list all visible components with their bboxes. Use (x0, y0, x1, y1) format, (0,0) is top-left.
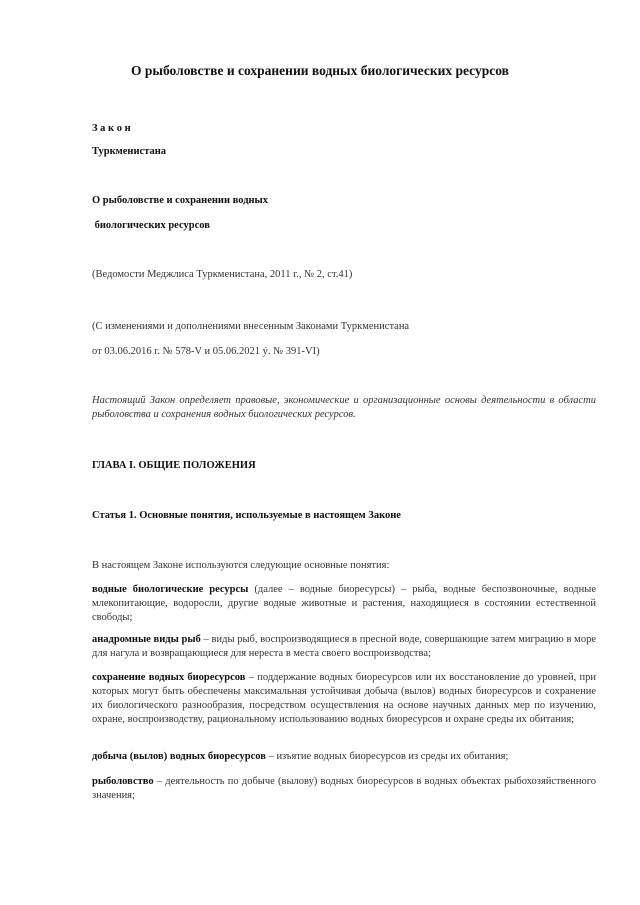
definition-text: – изъятие водных биоресурсов из среды их обитания; (265, 751, 509, 762)
document-title: О рыболовстве и сохранении водных биологических ресурсов (131, 63, 509, 78)
preamble: Настоящий Закон определяет правовые, экономические и организационные основы деятельности в области рыболовства и сохранения водных биологических ресурсов. (92, 395, 596, 420)
chapter-heading: ГЛАВА I. ОБЩИЕ ПОЛОЖЕНИЯ (92, 460, 256, 471)
definition-item (92, 750, 596, 764)
subtitle-line-2: биологических ресурсов (92, 220, 210, 231)
definition-item (92, 633, 596, 661)
subtitle-line-1: О рыболовстве и сохранении водных (92, 195, 269, 206)
definition-text: – поддержание водных биоресурсов или их восстановление до уровней, при которых могут быть обеспечены максимальная устойчивая добыча (вылов) водных биоресурсов и сохранение их биологического разнообразия, посредством осуществления на основе научных данных мер по изучению, охране, воспроизводству, рациональному использованию водных биоресурсов и охране среды их обитания; (92, 672, 596, 725)
definition-item (92, 775, 596, 803)
definition-term: рыболовство (92, 776, 154, 787)
definition-term: анадромные виды рыб (92, 634, 201, 645)
definition-text: (далее – водные биоресурсы) – рыба, водные беспозвоночные, водные млекопитающие, водоросли, другие водные животные и растения, находящиеся в состоянии естественной свободы; (92, 584, 596, 623)
law-label: З а к о н (92, 123, 131, 134)
definition-term: водные биологические ресурсы (92, 584, 249, 595)
amendments-line-2: от 03.06.2016 г. № 578-V и 05.06.2021 ý. № 391-VI) (92, 346, 320, 357)
definition-text: – виды рыб, воспроизводящиеся в пресной воде, совершающие затем миграцию в море для нагула и возвращающиеся для нереста в места своего воспроизводства; (92, 634, 596, 659)
definition-term: сохранение водных биоресурсов (92, 672, 246, 683)
amendments-line-1: (С изменениями и дополнениями внесенным Законами Туркменистана (92, 321, 410, 332)
definition-text: – деятельность по добыче (вылову) водных биоресурсов в водных объектах рыбохозяйственного значения; (92, 776, 596, 801)
article-heading: Статья 1. Основные понятия, используемые в настоящем Законе (92, 510, 401, 521)
definition-item (92, 583, 596, 625)
definitions-intro: В настоящем Законе используются следующие основные понятия: (92, 560, 390, 571)
source-reference: (Ведомости Меджлиса Туркменистана, 2011 г., № 2, ст.41) (92, 269, 353, 280)
definition-term: добыча (вылов) водных биоресурсов (92, 751, 266, 762)
definition-item (92, 671, 596, 727)
country-label: Туркменистана (92, 146, 167, 157)
